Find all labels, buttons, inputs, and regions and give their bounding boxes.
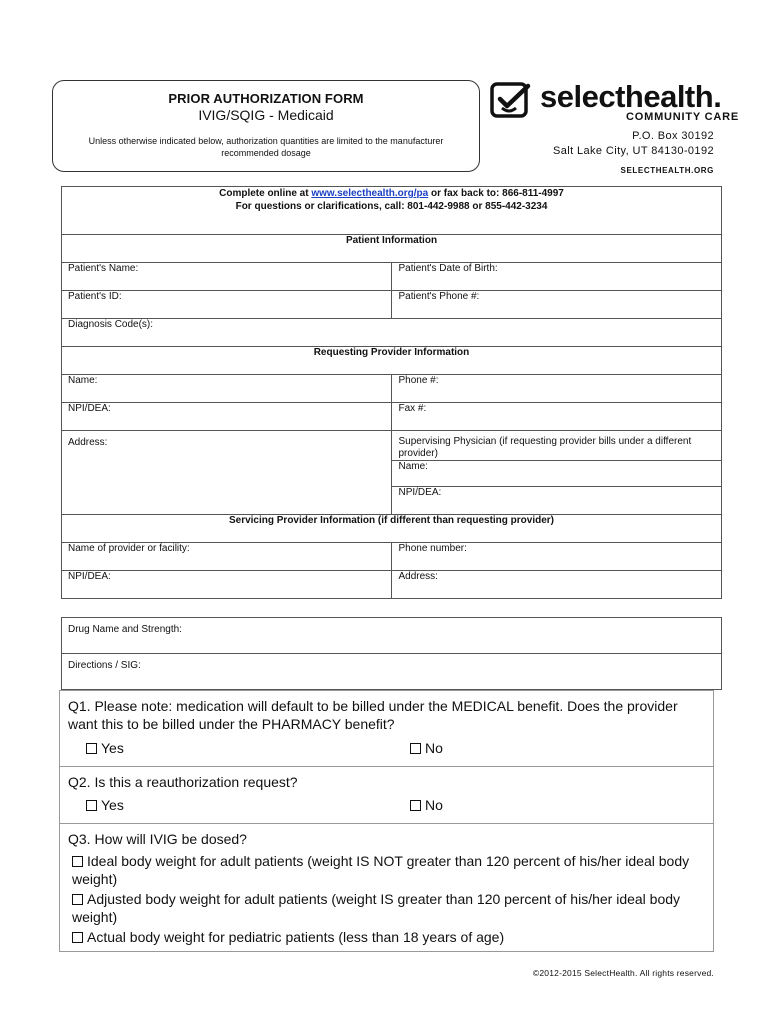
- divider: [60, 766, 713, 767]
- servicing-phone-field[interactable]: Phone number:: [392, 543, 722, 571]
- q2-yes-checkbox[interactable]: [86, 800, 97, 811]
- servicing-npi-field[interactable]: NPI/DEA:: [62, 571, 392, 599]
- address-line-1: P.O. Box 30192: [632, 130, 714, 142]
- website-label: SELECTHEALTH.ORG: [620, 166, 714, 175]
- q1-no-checkbox[interactable]: [410, 743, 421, 754]
- online-form-link[interactable]: www.selecthealth.org/pa: [311, 188, 429, 199]
- requesting-name-field[interactable]: Name:: [62, 375, 392, 403]
- q3-actual-checkbox[interactable]: [72, 932, 83, 943]
- form-header: [52, 80, 480, 172]
- dosage-note: Unless otherwise indicated below, authorization quantities are limited to the manufacturer recommended dosage: [88, 136, 444, 158]
- patient-name-field[interactable]: Patient's Name:: [62, 263, 392, 291]
- supervising-npi-field[interactable]: NPI/DEA:: [392, 487, 722, 515]
- q2-yes-option[interactable]: Yes: [86, 797, 124, 813]
- q3-option-adjusted[interactable]: Adjusted body weight for adult patients (weight IS greater than 120 percent of his/her ideal body weight): [72, 891, 681, 925]
- servicing-section-header: Servicing Provider Information (if different than requesting provider): [62, 515, 722, 543]
- logo-wordmark: selecthealth.: [540, 79, 722, 114]
- q2-no-option[interactable]: No: [410, 797, 443, 813]
- q3-adjusted-checkbox[interactable]: [72, 894, 83, 905]
- patient-section-header: Patient Information: [62, 235, 722, 263]
- selecthealth-logo-icon: [490, 82, 532, 120]
- q1-text: Q1. Please note: medication will default to be billed under the MEDICAL benefit. Does the provider want this to be billed under the PHARMACY benefit?: [68, 698, 678, 732]
- authorization-form-table: [61, 186, 722, 599]
- q1-yes-checkbox[interactable]: [86, 743, 97, 754]
- supervising-name-field[interactable]: Name:: [392, 461, 722, 487]
- questions-box: [59, 690, 714, 952]
- requesting-phone-field[interactable]: Phone #:: [392, 375, 722, 403]
- patient-dob-field[interactable]: Patient's Date of Birth:: [392, 263, 722, 291]
- requesting-address-field[interactable]: Address:: [62, 431, 392, 515]
- q2-text: Q2. Is this a reauthorization request?: [68, 774, 298, 790]
- diagnosis-code-field[interactable]: Diagnosis Code(s):: [62, 319, 722, 347]
- q3-option-ideal[interactable]: Ideal body weight for adult patients (weight IS NOT greater than 120 percent of his/her ideal body weight): [72, 853, 690, 887]
- q1-no-option[interactable]: No: [410, 740, 443, 756]
- patient-phone-field[interactable]: Patient's Phone #:: [392, 291, 722, 319]
- q2-no-checkbox[interactable]: [410, 800, 421, 811]
- supervising-physician-label: Supervising Physician (if requesting provider bills under a different provider): [392, 431, 722, 461]
- divider: [60, 823, 713, 824]
- directions-field[interactable]: Directions / SIG:: [62, 654, 722, 690]
- requesting-fax-field[interactable]: Fax #:: [392, 403, 722, 431]
- q1-yes-option[interactable]: Yes: [86, 740, 124, 756]
- servicing-name-field[interactable]: Name of provider or facility:: [62, 543, 392, 571]
- servicing-address-field[interactable]: Address:: [392, 571, 722, 599]
- requesting-npi-field[interactable]: NPI/DEA:: [62, 403, 392, 431]
- requesting-section-header: Requesting Provider Information: [62, 347, 722, 375]
- address-line-2: Salt Lake City, UT 84130-0192: [552, 145, 714, 157]
- contact-info: Complete online at www.selecthealth.org/pa or fax back to: 866-811-4997 For questions or clarifications, call: 801-442-9988 or 855-442-3234: [62, 187, 722, 235]
- q3-option-actual[interactable]: Actual body weight for pediatric patients (less than 18 years of age): [72, 928, 703, 946]
- patient-id-field[interactable]: Patient's ID:: [62, 291, 392, 319]
- questions-contact: For questions or clarifications, call: 801-442-9988 or 855-442-3234: [235, 201, 548, 212]
- copyright-footer: ©2012-2015 SelectHealth. All rights reserved.: [532, 968, 714, 978]
- form-title: PRIOR AUTHORIZATION FORM: [168, 91, 364, 106]
- drug-info-table: [61, 617, 722, 690]
- q3-text: Q3. How will IVIG be dosed?: [68, 831, 247, 847]
- form-subtitle: IVIG/SQIG - Medicaid: [198, 107, 334, 123]
- logo-subtitle: COMMUNITY CARE: [626, 111, 740, 123]
- q3-ideal-checkbox[interactable]: [72, 856, 83, 867]
- drug-name-field[interactable]: Drug Name and Strength:: [62, 618, 722, 654]
